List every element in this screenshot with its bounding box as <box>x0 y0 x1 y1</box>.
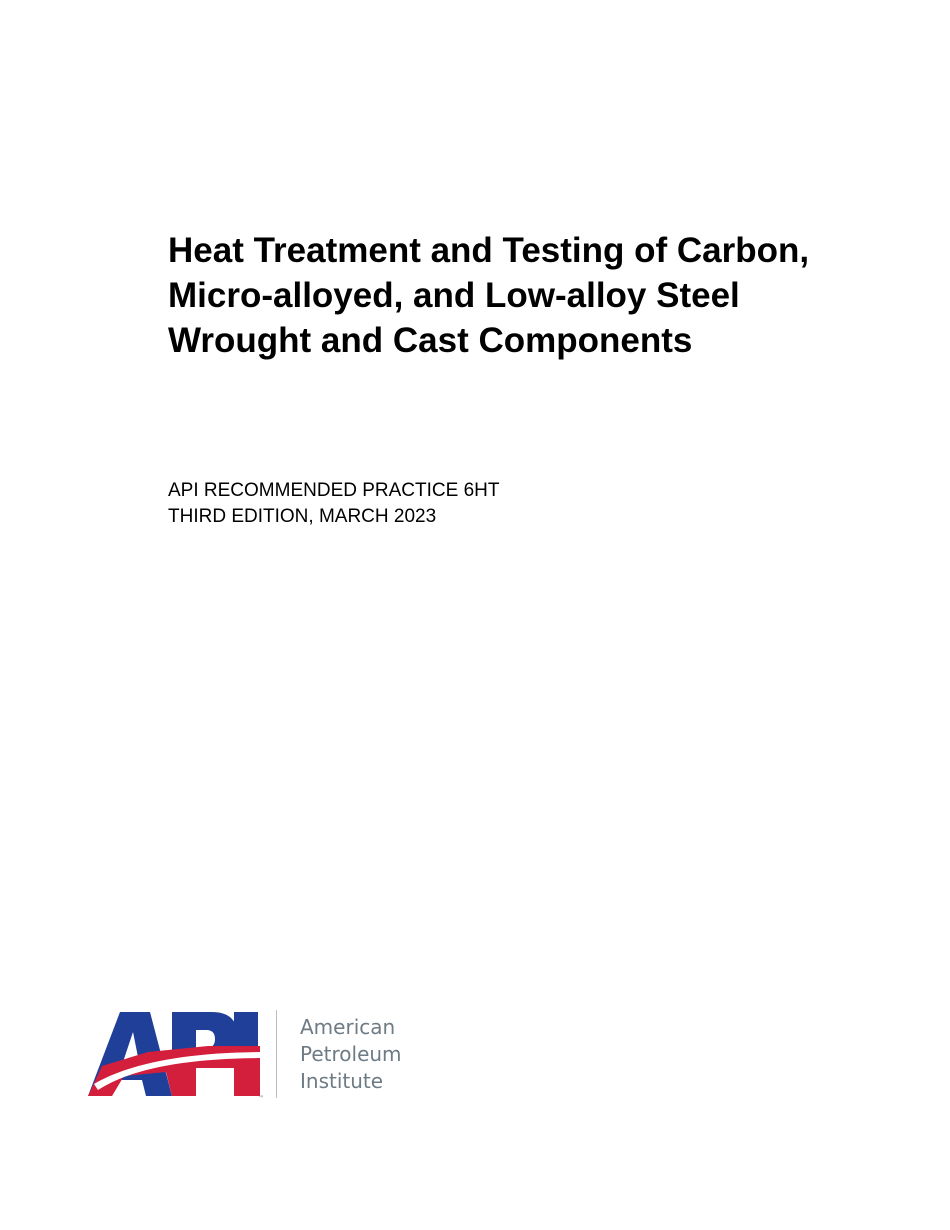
logo-divider <box>276 1010 277 1098</box>
trademark-symbol: ™ <box>258 1095 264 1102</box>
document-edition: THIRD EDITION, MARCH 2023 <box>168 506 437 527</box>
api-logo <box>88 1006 428 1102</box>
document-meta <box>168 478 499 530</box>
logo-organization-name <box>300 1014 402 1095</box>
title-line-3: Wrought and Cast Components <box>168 321 693 360</box>
document-title <box>168 228 928 363</box>
logo-name-line-1: American <box>300 1015 396 1039</box>
document-designation: API RECOMMENDED PRACTICE 6HT <box>168 480 500 501</box>
title-line-2: Micro-alloyed, and Low-alloy Steel <box>168 276 740 315</box>
api-logo-mark-icon <box>88 1006 268 1102</box>
logo-name-line-2: Petroleum <box>300 1042 402 1066</box>
title-line-1: Heat Treatment and Testing of Carbon, <box>168 231 810 270</box>
logo-name-line-3: Institute <box>300 1069 384 1093</box>
